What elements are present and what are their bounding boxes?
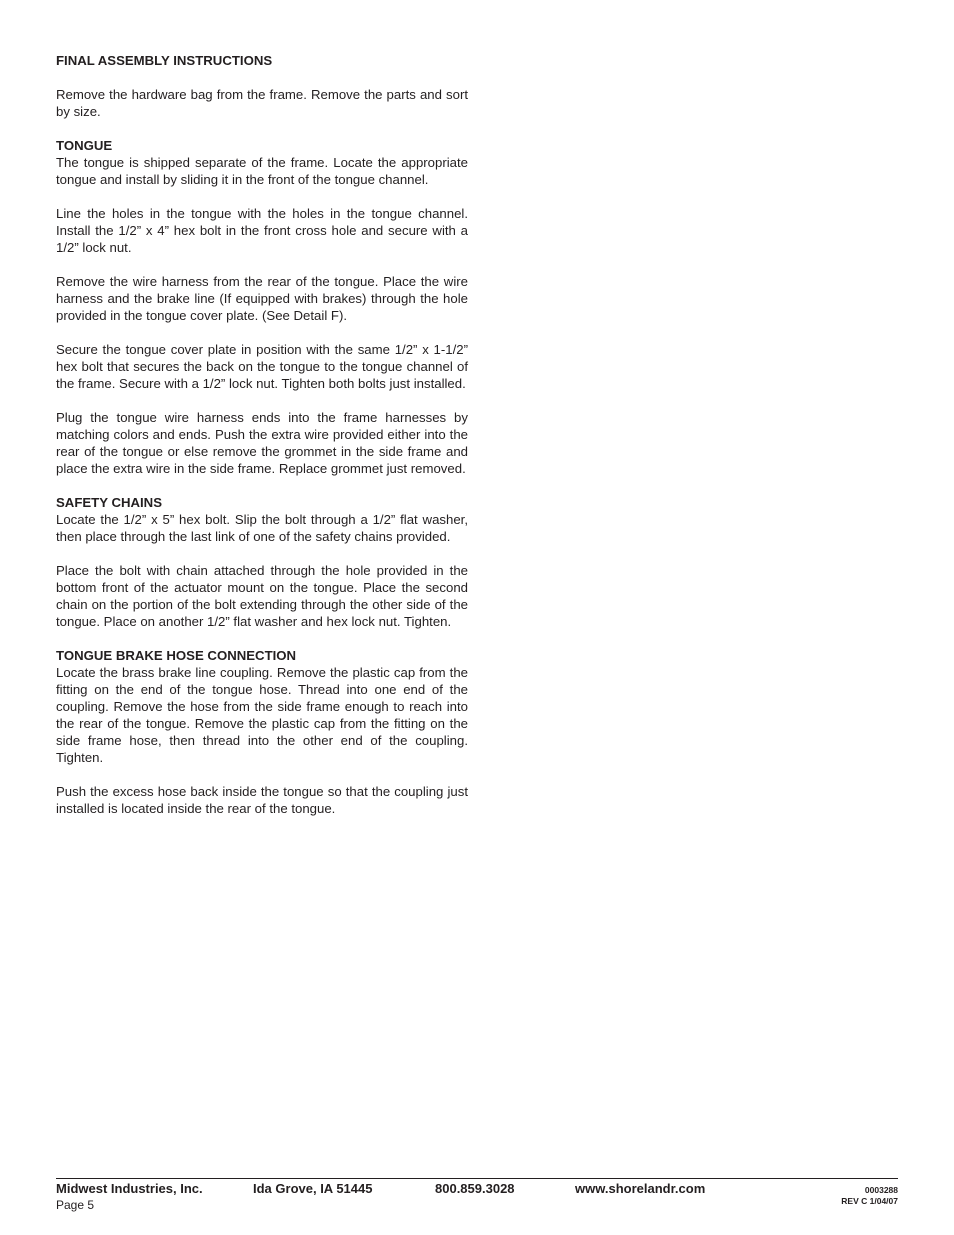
revision-label: REV C 1/04/07 (841, 1196, 898, 1206)
section-paragraph: The tongue is shipped separate of the frame. Locate the appropriate tongue and install by sliding it in the front of the tongue channel. (56, 155, 468, 187)
section-heading: TONGUE BRAKE HOSE CONNECTION (56, 648, 297, 663)
section-paragraph: Plug the tongue wire harness ends into the frame harnesses by matching colors and ends. Push the extra wire provided either into the rear of the tongue or else remove the grommet in the side frame and place the extra wire in the side frame. Replace grommet just removed. (56, 410, 468, 476)
section-paragraph: Push the excess hose back inside the tongue so that the coupling just installed is located inside the rear of the tongue. (56, 784, 468, 816)
section-paragraph: Locate the brass brake line coupling. Remove the plastic cap from the fitting on the end of the tongue hose. Thread into one end of the coupling. Remove the hose from the side frame enough to reach into the rear of the tongue. Remove the plastic cap from the fitting on the side frame hose, then thread into the other end of the coupling. Tighten. (56, 665, 468, 765)
section-tongue (56, 137, 468, 477)
section-paragraph: Place the bolt with chain attached through the hole provided in the bottom front of the actuator mount on the tongue. Place the second chain on the portion of the bolt extending through the other side of the tongue. Place on another 1/2” flat washer and hex lock nut. Tighten. (56, 563, 468, 629)
section-safety-chains (56, 494, 468, 630)
section-paragraph: Line the holes in the tongue with the holes in the tongue channel. Install the 1/2” x 4” hex bolt in the front cross hole and secure with a 1/2” lock nut. (56, 206, 468, 255)
section-brake-hose (56, 647, 468, 817)
intro-paragraph: Remove the hardware bag from the frame. Remove the parts and sort by size. (56, 87, 468, 119)
footer-website: www.shorelandr.com (575, 1181, 706, 1196)
footer-phone: 800.859.3028 (435, 1181, 515, 1196)
section-paragraph: Remove the wire harness from the rear of the tongue. Place the wire harness and the brake line (If equipped with brakes) through the hole provided in the tongue cover plate. (See Detail F). (56, 274, 468, 323)
document-title: FINAL ASSEMBLY INSTRUCTIONS (56, 53, 273, 68)
document-number: 0003288 (864, 1185, 898, 1195)
section-paragraph: Locate the 1/2” x 5” hex bolt. Slip the bolt through a 1/2” flat washer, then place through the last link of one of the safety chains provided. (56, 512, 468, 544)
footer-company: Midwest Industries, Inc. (56, 1181, 203, 1196)
footer-divider (56, 1178, 898, 1179)
footer-location: Ida Grove, IA 51445 (253, 1181, 373, 1196)
section-heading: SAFETY CHAINS (56, 495, 163, 510)
section-paragraph: Secure the tongue cover plate in position with the same 1/2” x 1-1/2” hex bolt that secures the back on the tongue to the tongue channel of the frame. Secure with a 1/2” lock nut. Tighten both bolts just installed. (56, 342, 468, 391)
instructions-column (56, 52, 468, 834)
page-number: Page 5 (56, 1198, 95, 1212)
section-heading: TONGUE (56, 138, 113, 153)
